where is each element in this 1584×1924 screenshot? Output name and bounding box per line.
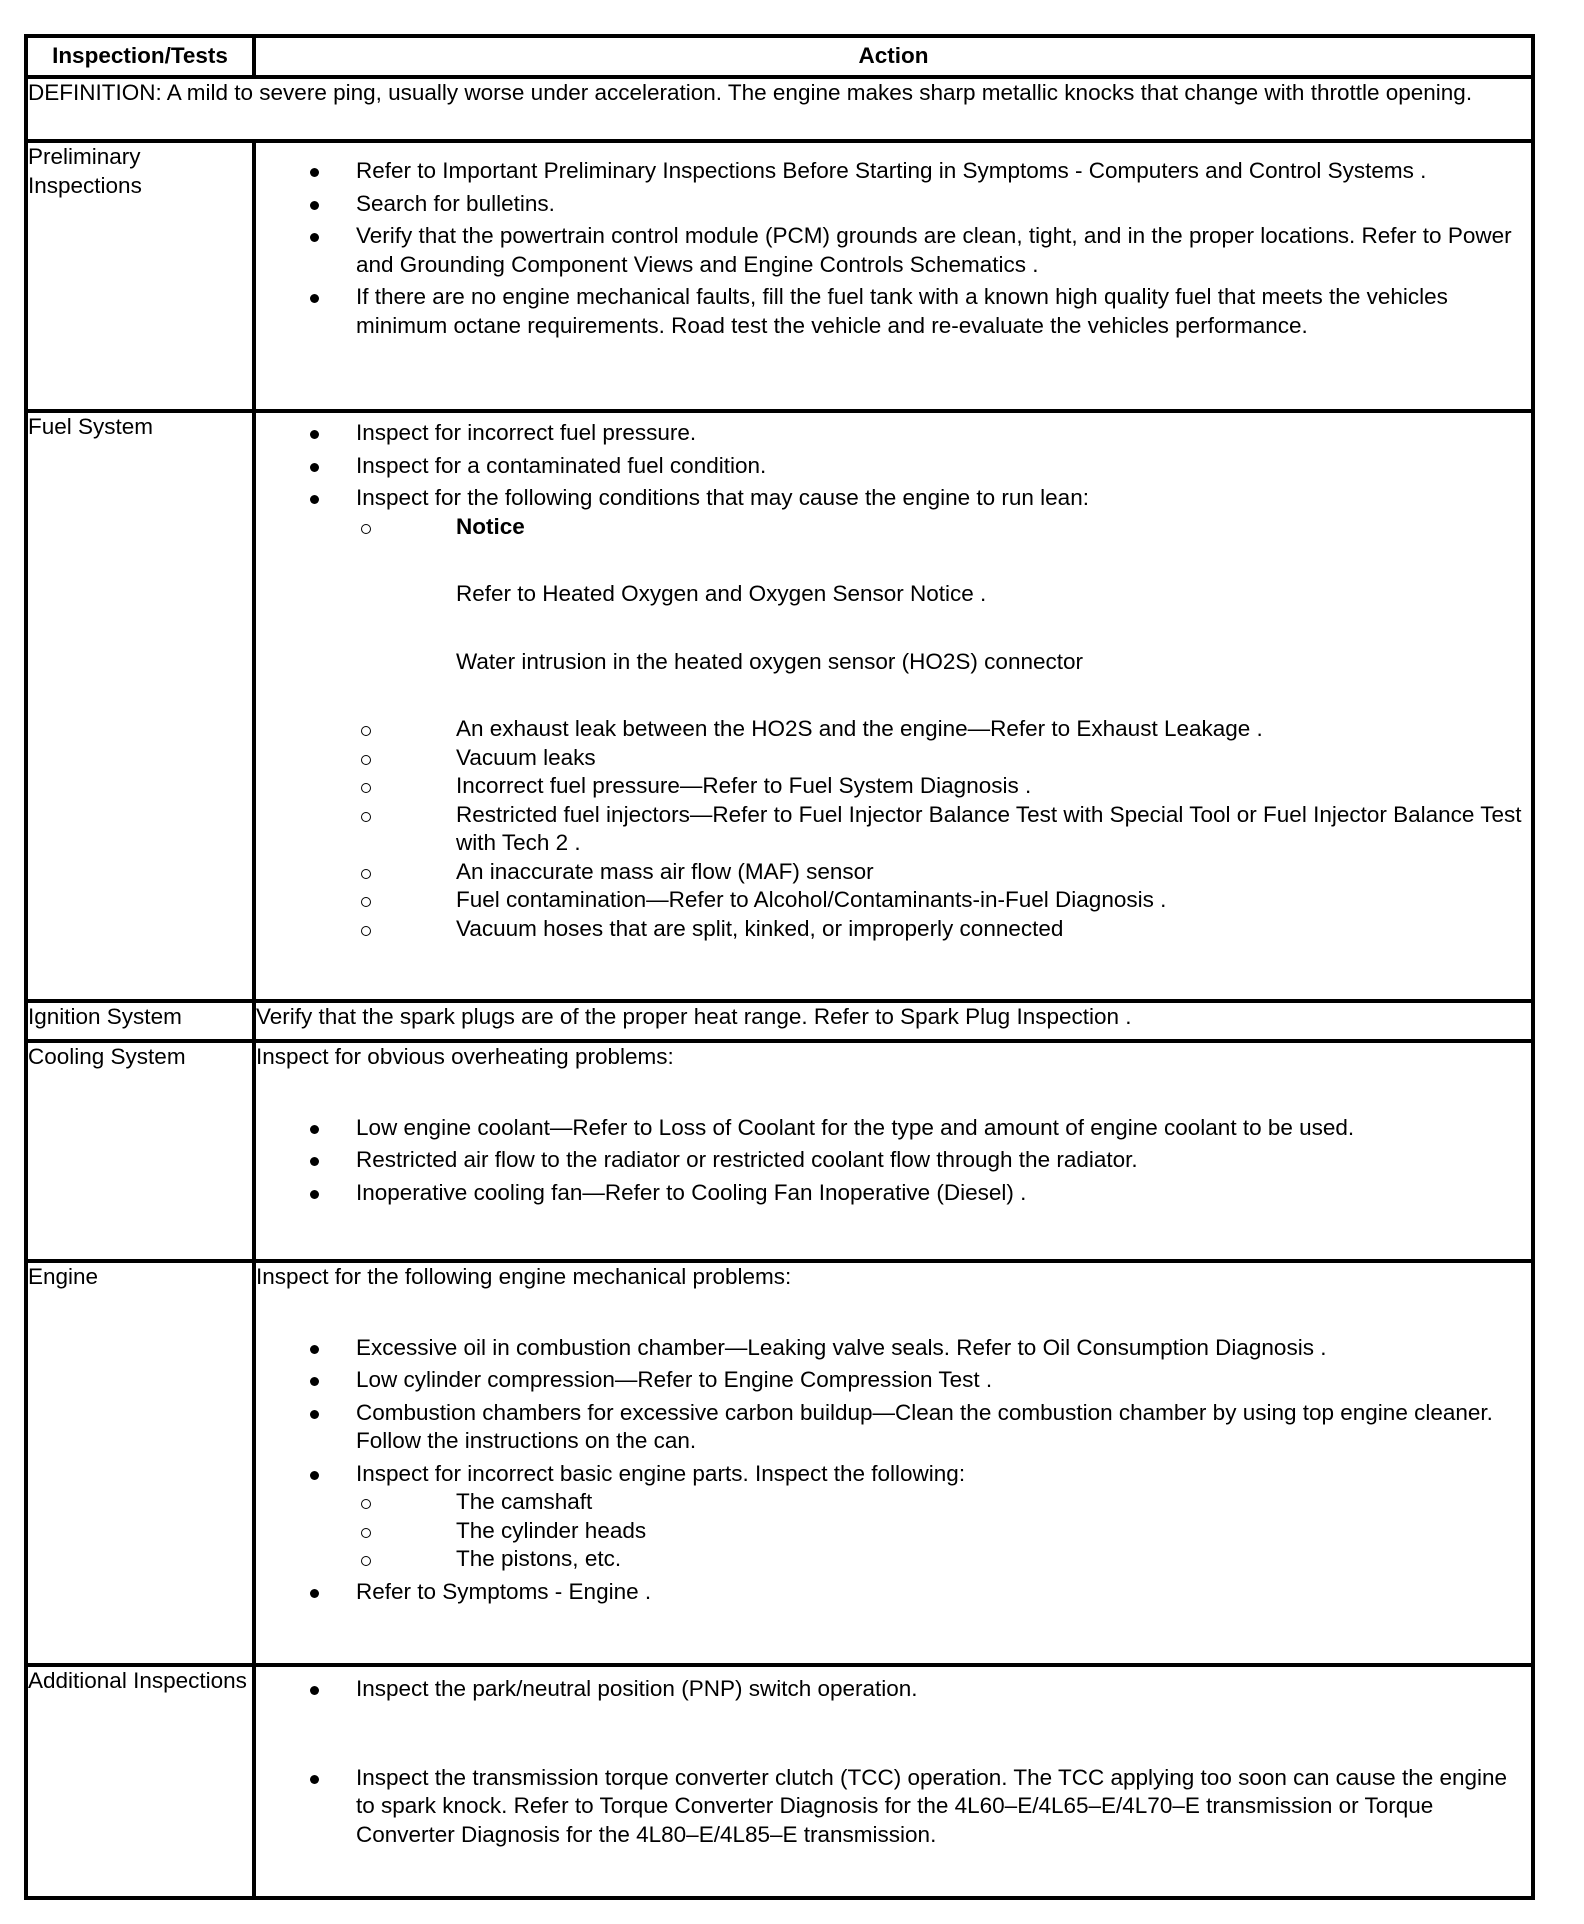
label-engine: Engine — [26, 1261, 254, 1665]
row-cooling-system — [26, 1041, 1533, 1261]
label-cooling-system: Cooling System — [26, 1041, 254, 1261]
cooling-intro: Inspect for obvious overheating problems: — [256, 1044, 674, 1069]
list-item: Combustion chambers for excessive carbon buildup—Clean the combustion chamber by using top engine cleaner. Follow the instructions on the can. — [256, 1399, 1531, 1456]
row-preliminary — [26, 141, 1533, 411]
list-item: Incorrect fuel pressure—Refer to Fuel System Diagnosis . — [356, 772, 1531, 801]
row-additional-inspections — [26, 1665, 1533, 1898]
list-item: Inoperative cooling fan—Refer to Cooling Fan Inoperative (Diesel) . — [256, 1179, 1531, 1208]
header-action: Action — [254, 36, 1533, 77]
list-item: Restricted fuel injectors—Refer to Fuel Injector Balance Test with Special Tool or Fuel Injector Balance Test with Tech 2 . — [356, 801, 1531, 858]
list-item: Excessive oil in combustion chamber—Leaking valve seals. Refer to Oil Consumption Diagnosis . — [256, 1334, 1531, 1363]
header-row — [26, 36, 1533, 77]
action-ignition-system: Verify that the spark plugs are of the proper heat range. Refer to Spark Plug Inspection . — [254, 1001, 1533, 1041]
label-fuel-system: Fuel System — [26, 411, 254, 1001]
list-item: Inspect the transmission torque converter clutch (TCC) operation. The TCC applying too soon can cause the engine to spark knock. Refer to Torque Converter Diagnosis for the 4L60–E/4L65–E/4L70–E transmission or Torque Converter Diagnosis for the 4L80–E/4L85–E transmission. — [256, 1764, 1531, 1850]
list-item: An exhaust leak between the HO2S and the engine—Refer to Exhaust Leakage . — [356, 715, 1531, 744]
list-item: The pistons, etc. — [356, 1545, 1531, 1574]
action-engine — [254, 1261, 1533, 1665]
header-inspection-tests: Inspection/Tests — [26, 36, 254, 77]
label-additional-inspections: Additional Inspections — [26, 1665, 254, 1898]
row-ignition-system — [26, 1001, 1533, 1041]
list-item: Restricted air flow to the radiator or restricted coolant flow through the radiator. — [256, 1146, 1531, 1175]
list-item: Refer to Important Preliminary Inspections Before Starting in Symptoms - Computers and Control Systems . — [256, 157, 1531, 186]
notice-title: Notice — [456, 513, 525, 539]
action-preliminary — [254, 141, 1533, 411]
label-preliminary-inspections: Preliminary Inspections — [26, 141, 254, 411]
definition-row — [26, 77, 1533, 141]
action-fuel-system — [254, 411, 1533, 1001]
list-item: An inaccurate mass air flow (MAF) sensor — [356, 858, 1531, 887]
list-item — [256, 1460, 1531, 1574]
notice-item — [356, 513, 1531, 542]
list-item: Low engine coolant—Refer to Loss of Coolant for the type and amount of engine coolant to be used. — [256, 1114, 1531, 1143]
list-item-text: Inspect for incorrect basic engine parts. Inspect the following: — [356, 1460, 966, 1486]
list-item: Vacuum hoses that are split, kinked, or improperly connected — [356, 915, 1531, 944]
list-item: The cylinder heads — [356, 1517, 1531, 1546]
action-additional-inspections — [254, 1665, 1533, 1898]
definition-text: DEFINITION: A mild to severe ping, usually worse under acceleration. The engine makes sharp metallic knocks that change with throttle opening. — [26, 77, 1533, 141]
list-item: Fuel contamination—Refer to Alcohol/Contaminants-in-Fuel Diagnosis . — [356, 886, 1531, 915]
action-cooling-system — [254, 1041, 1533, 1261]
list-item: Search for bulletins. — [256, 190, 1531, 219]
label-ignition-system: Ignition System — [26, 1001, 254, 1041]
engine-intro: Inspect for the following engine mechanical problems: — [256, 1264, 792, 1289]
list-item: Inspect for a contaminated fuel condition. — [256, 452, 1531, 481]
list-item: Verify that the powertrain control module (PCM) grounds are clean, tight, and in the proper locations. Refer to Power and Grounding Component Views and Engine Controls Schematics . — [256, 222, 1531, 279]
list-item: Inspect for incorrect fuel pressure. — [256, 419, 1531, 448]
list-item — [256, 484, 1531, 943]
notice-text-1: Refer to Heated Oxygen and Oxygen Sensor Notice . — [456, 581, 987, 606]
list-item: Low cylinder compression—Refer to Engine Compression Test . — [256, 1366, 1531, 1395]
inspection-table — [24, 34, 1535, 1900]
list-item: Inspect the park/neutral position (PNP) switch operation. — [256, 1675, 1531, 1704]
list-item: Refer to Symptoms - Engine . — [256, 1578, 1531, 1607]
list-item: The camshaft — [356, 1488, 1531, 1517]
list-item: Vacuum leaks — [356, 744, 1531, 773]
row-engine — [26, 1261, 1533, 1665]
notice-text-2: Water intrusion in the heated oxygen sensor (HO2S) connector — [456, 648, 1083, 674]
list-item-text: Inspect for the following conditions that may cause the engine to run lean: — [356, 485, 1089, 510]
list-item: If there are no engine mechanical faults, fill the fuel tank with a known high quality fuel that meets the vehicles minimum octane requirements. Road test the vehicle and re-evaluate the vehicles performance. — [256, 283, 1531, 340]
row-fuel-system — [26, 411, 1533, 1001]
